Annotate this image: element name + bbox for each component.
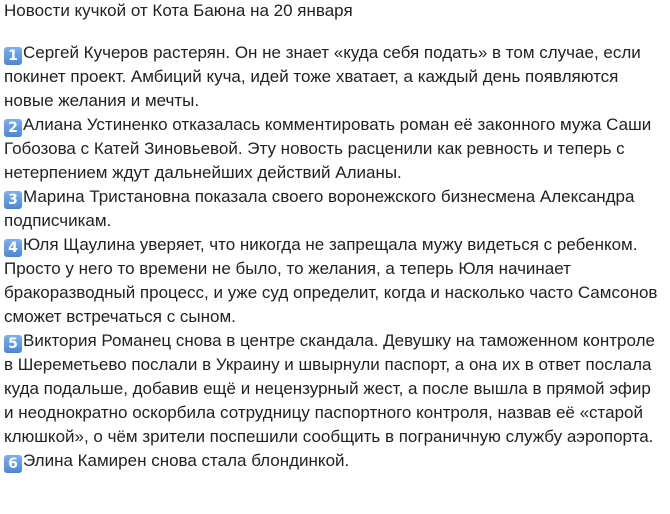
news-item-text: Сергей Кучеров растерян. Он не знает «куда себя подать» в том случае, если покинет проект. Амбиций куча, идей тоже хватает, а каждый день появляются новые желания и мечты.	[4, 43, 641, 110]
page-title: Новости кучкой от Кота Баюна на 20 января	[4, 1, 353, 20]
news-list	[4, 41, 664, 473]
news-item-text: Элина Камирен снова стала блондинкой.	[23, 451, 350, 470]
number-3-badge-icon: 3	[4, 191, 22, 209]
number-5-badge-icon: 5	[4, 335, 22, 353]
news-item-4	[4, 233, 664, 329]
news-item-text: Виктория Романец снова в центре скандала. Девушку на таможенном контроле в Шереметьево послали в Украину и швырнули паспорт, а она их в ответ послала куда подальше, добавив ещё и нецензурный жест, а после вышла в прямой эфир и неоднократно оскорбила сотрудницу паспортного контроля, назвав её «старой клюшкой», о чём зрители поспешили сообщить в пограничную службу аэропорта.	[4, 331, 655, 446]
number-6-badge-icon: 6	[4, 455, 22, 473]
number-4-badge-icon: 4	[4, 239, 22, 257]
news-item-text: Юля Щаулина уверяет, что никогда не запрещала мужу видеться с ребенком. Просто у него то времени не было, то желания, а теперь Юля начинает бракоразводный процесс, и уже суд определит, когда и насколько часто Самсонов сможет встречаться с сыном.	[4, 235, 658, 326]
news-item-3	[4, 185, 664, 233]
news-item-text: Алиана Устиненко отказалась комментировать роман её законного мужа Саши Гобозова с Катей Зиновьевой. Эту новость расценили как ревность и теперь с нетерпением ждут дальнейших действий Алианы.	[4, 115, 652, 182]
news-item-5	[4, 329, 664, 449]
news-item-1	[4, 41, 664, 113]
news-item-6	[4, 449, 664, 473]
news-item-text: Марина Тристановна показала своего воронежского бизнесмена Александра подписчикам.	[4, 187, 635, 230]
number-2-badge-icon: 2	[4, 119, 22, 137]
news-item-2	[4, 113, 664, 185]
number-1-badge-icon: 1	[4, 47, 22, 65]
